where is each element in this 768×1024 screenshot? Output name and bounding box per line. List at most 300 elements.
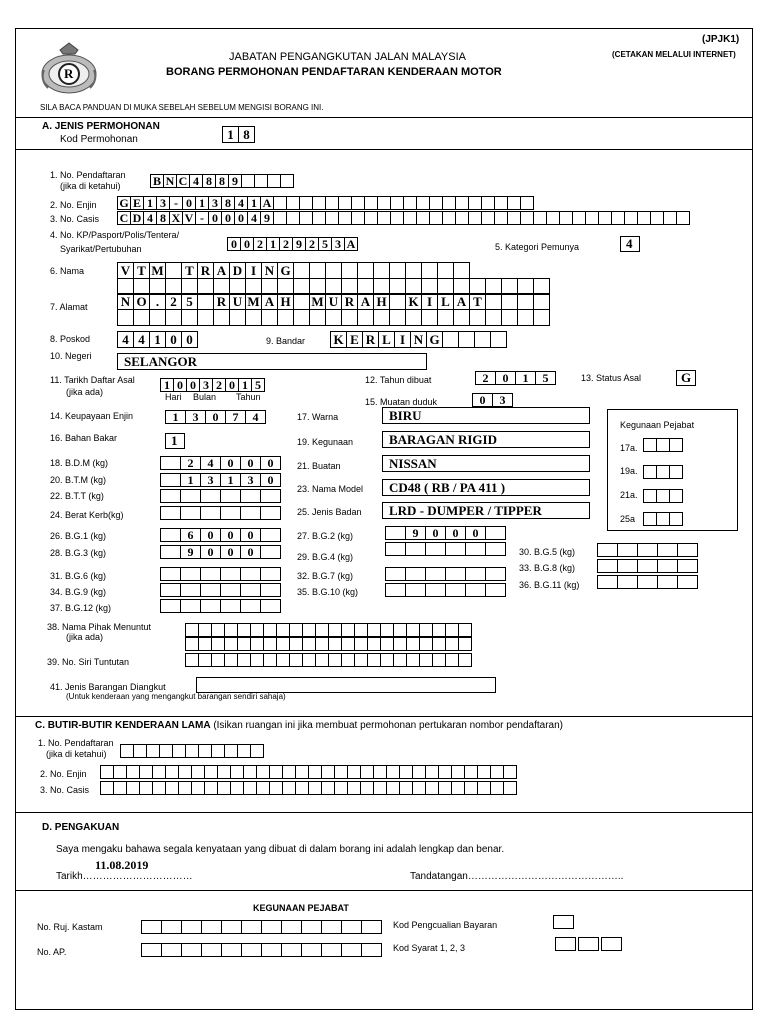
char-cell[interactable]: 0: [221, 211, 235, 225]
bg9-field[interactable]: [160, 583, 281, 597]
char-cell[interactable]: [445, 653, 459, 667]
char-cell[interactable]: [419, 637, 433, 651]
char-cell[interactable]: [315, 637, 329, 651]
char-cell[interactable]: [338, 196, 352, 210]
char-cell[interactable]: 0: [240, 528, 261, 542]
char-cell[interactable]: 3: [156, 196, 170, 210]
char-cell[interactable]: [334, 781, 348, 795]
char-cell[interactable]: [520, 196, 534, 210]
char-cell[interactable]: C: [117, 211, 131, 225]
char-cell[interactable]: [229, 309, 246, 326]
char-cell[interactable]: [276, 653, 290, 667]
c-no-pendaftaran-field[interactable]: [120, 744, 264, 758]
char-cell[interactable]: 5: [251, 378, 265, 392]
char-cell[interactable]: [178, 781, 192, 795]
char-cell[interactable]: [308, 765, 322, 779]
char-cell[interactable]: [245, 309, 262, 326]
char-cell[interactable]: [643, 512, 657, 526]
char-cell[interactable]: E: [346, 331, 363, 348]
char-cell[interactable]: [367, 653, 381, 667]
char-cell[interactable]: .: [149, 293, 166, 310]
char-cell[interactable]: C: [176, 174, 190, 188]
char-cell[interactable]: [451, 765, 465, 779]
char-cell[interactable]: [160, 599, 181, 613]
char-cell[interactable]: [425, 781, 439, 795]
char-cell[interactable]: [201, 943, 222, 957]
char-cell[interactable]: [385, 583, 406, 597]
char-cell[interactable]: 7: [225, 410, 246, 424]
char-cell[interactable]: [237, 637, 251, 651]
char-cell[interactable]: [146, 744, 160, 758]
char-cell[interactable]: M: [149, 262, 166, 279]
char-cell[interactable]: [458, 331, 475, 348]
char-cell[interactable]: B: [150, 174, 164, 188]
char-cell[interactable]: [160, 506, 181, 520]
char-cell[interactable]: [191, 781, 205, 795]
char-cell[interactable]: N: [410, 331, 427, 348]
char-cell[interactable]: [406, 623, 420, 637]
char-cell[interactable]: E: [130, 196, 144, 210]
char-cell[interactable]: [458, 623, 472, 637]
bg6-field[interactable]: [160, 567, 281, 581]
char-cell[interactable]: [325, 309, 342, 326]
char-cell[interactable]: 1: [195, 196, 209, 210]
char-cell[interactable]: [309, 309, 326, 326]
char-cell[interactable]: [139, 781, 153, 795]
char-cell[interactable]: [432, 623, 446, 637]
char-cell[interactable]: [328, 637, 342, 651]
char-cell[interactable]: D: [130, 211, 144, 225]
char-cell[interactable]: [159, 744, 173, 758]
char-cell[interactable]: G: [117, 196, 131, 210]
char-cell[interactable]: [204, 765, 218, 779]
char-cell[interactable]: [178, 765, 192, 779]
char-cell[interactable]: [385, 542, 406, 556]
char-cell[interactable]: M: [309, 293, 326, 310]
char-cell[interactable]: [445, 623, 459, 637]
char-cell[interactable]: [250, 623, 264, 637]
char-cell[interactable]: [676, 211, 690, 225]
c-no-enjin-field[interactable]: [100, 765, 517, 779]
char-cell[interactable]: [656, 438, 670, 452]
char-cell[interactable]: 0: [200, 545, 221, 559]
bg2-field[interactable]: [385, 526, 506, 540]
char-cell[interactable]: 1: [515, 371, 536, 385]
char-cell[interactable]: [200, 599, 221, 613]
char-cell[interactable]: 2: [475, 371, 496, 385]
char-cell[interactable]: [315, 653, 329, 667]
char-cell[interactable]: [160, 528, 181, 542]
char-cell[interactable]: 1: [247, 196, 261, 210]
char-cell[interactable]: [393, 623, 407, 637]
char-cell[interactable]: [485, 526, 506, 540]
char-cell[interactable]: [100, 781, 114, 795]
char-cell[interactable]: [477, 765, 491, 779]
side-19a-field[interactable]: [643, 465, 683, 479]
char-cell[interactable]: [425, 567, 446, 581]
char-cell[interactable]: 0: [260, 473, 281, 487]
char-cell[interactable]: [256, 781, 270, 795]
char-cell[interactable]: [572, 211, 586, 225]
char-cell[interactable]: K: [330, 331, 347, 348]
char-cell[interactable]: [328, 653, 342, 667]
char-cell[interactable]: [485, 309, 502, 326]
char-cell[interactable]: [321, 920, 342, 934]
char-cell[interactable]: [221, 943, 242, 957]
char-cell[interactable]: [663, 211, 677, 225]
char-cell[interactable]: N: [117, 293, 134, 310]
char-cell[interactable]: [494, 196, 508, 210]
char-cell[interactable]: L: [437, 293, 454, 310]
char-cell[interactable]: [185, 623, 199, 637]
char-cell[interactable]: [490, 331, 507, 348]
char-cell[interactable]: [373, 781, 387, 795]
char-cell[interactable]: [133, 309, 150, 326]
char-cell[interactable]: [386, 765, 400, 779]
char-cell[interactable]: [224, 744, 238, 758]
bg8-field[interactable]: [597, 559, 698, 573]
char-cell[interactable]: [501, 309, 518, 326]
char-cell[interactable]: [465, 583, 486, 597]
bg3-field[interactable]: [160, 545, 281, 559]
char-cell[interactable]: [485, 293, 502, 310]
muatan-field[interactable]: [472, 393, 513, 407]
char-cell[interactable]: [657, 575, 678, 589]
char-cell[interactable]: [141, 920, 162, 934]
char-cell[interactable]: [165, 309, 182, 326]
char-cell[interactable]: 4: [133, 331, 150, 348]
char-cell[interactable]: 1: [160, 378, 174, 392]
alamat-field-line2[interactable]: [117, 309, 550, 326]
char-cell[interactable]: [139, 765, 153, 779]
char-cell[interactable]: -: [195, 211, 209, 225]
char-cell[interactable]: [295, 765, 309, 779]
no-kp-field[interactable]: [227, 237, 358, 251]
char-cell[interactable]: A: [261, 293, 278, 310]
char-cell[interactable]: [421, 262, 438, 279]
char-cell[interactable]: 0: [186, 378, 200, 392]
char-cell[interactable]: 8: [202, 174, 216, 188]
char-cell[interactable]: D: [229, 262, 246, 279]
char-cell[interactable]: [347, 781, 361, 795]
char-cell[interactable]: [677, 575, 698, 589]
char-cell[interactable]: [181, 309, 198, 326]
char-cell[interactable]: [503, 781, 517, 795]
char-cell[interactable]: [312, 211, 326, 225]
char-cell[interactable]: [180, 583, 201, 597]
char-cell[interactable]: 0: [200, 528, 221, 542]
char-cell[interactable]: [416, 211, 430, 225]
char-cell[interactable]: [597, 575, 618, 589]
char-cell[interactable]: [200, 583, 221, 597]
char-cell[interactable]: [406, 653, 420, 667]
char-cell[interactable]: [220, 599, 241, 613]
char-cell[interactable]: [490, 765, 504, 779]
char-cell[interactable]: 0: [465, 526, 486, 540]
char-cell[interactable]: [453, 262, 470, 279]
char-cell[interactable]: H: [373, 293, 390, 310]
char-cell[interactable]: [464, 781, 478, 795]
char-cell[interactable]: [160, 489, 181, 503]
char-cell[interactable]: [289, 653, 303, 667]
char-cell[interactable]: 0: [240, 237, 254, 251]
char-cell[interactable]: [503, 765, 517, 779]
char-cell[interactable]: [295, 781, 309, 795]
char-cell[interactable]: [377, 211, 391, 225]
char-cell[interactable]: [152, 781, 166, 795]
char-cell[interactable]: [240, 506, 261, 520]
char-cell[interactable]: [458, 637, 472, 651]
char-cell[interactable]: 8: [238, 126, 255, 143]
char-cell[interactable]: [481, 211, 495, 225]
char-cell[interactable]: [597, 559, 618, 573]
char-cell[interactable]: [354, 653, 368, 667]
char-cell[interactable]: [260, 545, 281, 559]
bg12-field[interactable]: [160, 599, 281, 613]
char-cell[interactable]: [237, 744, 251, 758]
char-cell[interactable]: [419, 653, 433, 667]
char-cell[interactable]: [263, 623, 277, 637]
char-cell[interactable]: [585, 211, 599, 225]
char-cell[interactable]: [507, 196, 521, 210]
no-casis-field[interactable]: [117, 211, 690, 225]
char-cell[interactable]: [280, 174, 294, 188]
char-cell[interactable]: 0: [227, 237, 241, 251]
char-cell[interactable]: [347, 765, 361, 779]
keupayaan-field[interactable]: [165, 410, 266, 424]
char-cell[interactable]: [160, 456, 181, 470]
char-cell[interactable]: [455, 211, 469, 225]
char-cell[interactable]: U: [325, 293, 342, 310]
char-cell[interactable]: [637, 543, 658, 557]
char-cell[interactable]: [669, 438, 683, 452]
char-cell[interactable]: I: [394, 331, 411, 348]
c-no-casis-field[interactable]: [100, 781, 517, 795]
char-cell[interactable]: 0: [165, 331, 182, 348]
char-cell[interactable]: [416, 196, 430, 210]
char-cell[interactable]: 2: [253, 237, 267, 251]
char-cell[interactable]: [360, 781, 374, 795]
char-cell[interactable]: [240, 599, 261, 613]
char-cell[interactable]: [364, 196, 378, 210]
no-pendaftaran-field[interactable]: [150, 174, 294, 188]
char-cell[interactable]: [211, 637, 225, 651]
char-cell[interactable]: [113, 765, 127, 779]
char-cell[interactable]: [429, 196, 443, 210]
char-cell[interactable]: [597, 543, 618, 557]
char-cell[interactable]: [100, 765, 114, 779]
poskod-field[interactable]: [117, 331, 198, 348]
char-cell[interactable]: R: [341, 293, 358, 310]
negeri-field[interactable]: SELANGOR: [117, 353, 427, 370]
char-cell[interactable]: [656, 489, 670, 503]
char-cell[interactable]: R: [197, 262, 214, 279]
char-cell[interactable]: 0: [225, 378, 239, 392]
char-cell[interactable]: [373, 765, 387, 779]
char-cell[interactable]: [293, 262, 310, 279]
char-cell[interactable]: 2: [212, 378, 226, 392]
char-cell[interactable]: 0: [208, 211, 222, 225]
char-cell[interactable]: [302, 653, 316, 667]
char-cell[interactable]: [152, 765, 166, 779]
char-cell[interactable]: [405, 309, 422, 326]
char-cell[interactable]: 0: [472, 393, 493, 407]
char-cell[interactable]: [180, 567, 201, 581]
char-cell[interactable]: [357, 309, 374, 326]
char-cell[interactable]: 0: [240, 456, 261, 470]
bg7-field[interactable]: [385, 567, 506, 581]
char-cell[interactable]: [399, 781, 413, 795]
char-cell[interactable]: 4: [234, 196, 248, 210]
char-cell[interactable]: [204, 781, 218, 795]
char-cell[interactable]: [517, 293, 534, 310]
char-cell[interactable]: G: [277, 262, 294, 279]
char-cell[interactable]: [200, 567, 221, 581]
char-cell[interactable]: 0: [220, 528, 241, 542]
char-cell[interactable]: [254, 174, 268, 188]
char-cell[interactable]: [293, 309, 310, 326]
char-cell[interactable]: [161, 920, 182, 934]
char-cell[interactable]: [656, 512, 670, 526]
char-cell[interactable]: R: [213, 293, 230, 310]
char-cell[interactable]: [624, 211, 638, 225]
char-cell[interactable]: [341, 637, 355, 651]
char-cell[interactable]: [669, 465, 683, 479]
char-cell[interactable]: [200, 489, 221, 503]
bg5-field[interactable]: [597, 543, 698, 557]
char-cell[interactable]: [437, 309, 454, 326]
char-cell[interactable]: [197, 293, 214, 310]
char-cell[interactable]: [354, 637, 368, 651]
char-cell[interactable]: [657, 543, 678, 557]
char-cell[interactable]: [286, 211, 300, 225]
char-cell[interactable]: [617, 543, 638, 557]
char-cell[interactable]: [405, 262, 422, 279]
char-cell[interactable]: [677, 543, 698, 557]
char-cell[interactable]: [637, 575, 658, 589]
char-cell[interactable]: [432, 653, 446, 667]
char-cell[interactable]: 1: [222, 126, 239, 143]
char-cell[interactable]: [243, 765, 257, 779]
char-cell[interactable]: [165, 781, 179, 795]
char-cell[interactable]: 1: [238, 378, 252, 392]
char-cell[interactable]: [367, 637, 381, 651]
char-cell[interactable]: [445, 637, 459, 651]
jenis-badan-field[interactable]: LRD - DUMPER / TIPPER: [382, 502, 590, 519]
alamat-field[interactable]: [117, 293, 550, 310]
char-cell[interactable]: 4: [143, 211, 157, 225]
char-cell[interactable]: [617, 575, 638, 589]
char-cell[interactable]: [367, 623, 381, 637]
char-cell[interactable]: [559, 211, 573, 225]
char-cell[interactable]: [198, 653, 212, 667]
char-cell[interactable]: [277, 309, 294, 326]
char-cell[interactable]: [149, 309, 166, 326]
char-cell[interactable]: [241, 174, 255, 188]
char-cell[interactable]: [198, 637, 212, 651]
char-cell[interactable]: [181, 943, 202, 957]
char-cell[interactable]: U: [229, 293, 246, 310]
char-cell[interactable]: [276, 637, 290, 651]
char-cell[interactable]: [412, 765, 426, 779]
char-cell[interactable]: [185, 744, 199, 758]
char-cell[interactable]: [429, 211, 443, 225]
char-cell[interactable]: 1: [180, 473, 201, 487]
char-cell[interactable]: [160, 583, 181, 597]
char-cell[interactable]: [468, 196, 482, 210]
char-cell[interactable]: [241, 920, 262, 934]
char-cell[interactable]: [220, 506, 241, 520]
char-cell[interactable]: [321, 781, 335, 795]
char-cell[interactable]: [237, 623, 251, 637]
char-cell[interactable]: [469, 309, 486, 326]
char-cell[interactable]: T: [133, 262, 150, 279]
char-cell[interactable]: [405, 542, 426, 556]
char-cell[interactable]: [412, 781, 426, 795]
bg4-field[interactable]: [385, 542, 506, 556]
char-cell[interactable]: [308, 781, 322, 795]
nama-field[interactable]: [117, 262, 470, 279]
char-cell[interactable]: [261, 309, 278, 326]
char-cell[interactable]: [425, 765, 439, 779]
char-cell[interactable]: 0: [205, 410, 226, 424]
char-cell[interactable]: [289, 623, 303, 637]
char-cell[interactable]: [282, 781, 296, 795]
char-cell[interactable]: A: [357, 293, 374, 310]
char-cell[interactable]: [180, 506, 201, 520]
char-cell[interactable]: 4: [189, 174, 203, 188]
char-cell[interactable]: [650, 211, 664, 225]
char-cell[interactable]: 3: [492, 393, 513, 407]
char-cell[interactable]: [360, 765, 374, 779]
char-cell[interactable]: [240, 489, 261, 503]
char-cell[interactable]: [273, 196, 287, 210]
char-cell[interactable]: [161, 943, 182, 957]
char-cell[interactable]: 0: [220, 545, 241, 559]
char-cell[interactable]: A: [260, 196, 274, 210]
char-cell[interactable]: 5: [181, 293, 198, 310]
char-cell[interactable]: [301, 943, 322, 957]
nama-model-field[interactable]: CD48 ( RB / PA 411 ): [382, 479, 590, 496]
char-cell[interactable]: [494, 211, 508, 225]
char-cell[interactable]: [221, 920, 242, 934]
char-cell[interactable]: M: [245, 293, 262, 310]
char-cell[interactable]: [432, 637, 446, 651]
side-17a-field[interactable]: [643, 438, 683, 452]
char-cell[interactable]: 4: [247, 211, 261, 225]
char-cell[interactable]: [309, 262, 326, 279]
char-cell[interactable]: [341, 943, 362, 957]
char-cell[interactable]: [507, 211, 521, 225]
char-cell[interactable]: [240, 567, 261, 581]
char-cell[interactable]: 3: [199, 378, 213, 392]
char-cell[interactable]: I: [245, 262, 262, 279]
char-cell[interactable]: [477, 781, 491, 795]
char-cell[interactable]: [211, 744, 225, 758]
bg1-field[interactable]: [160, 528, 281, 542]
char-cell[interactable]: [351, 196, 365, 210]
bandar-field[interactable]: [330, 331, 507, 348]
char-cell[interactable]: [403, 196, 417, 210]
char-cell[interactable]: 8: [156, 211, 170, 225]
char-cell[interactable]: 1: [143, 196, 157, 210]
char-cell[interactable]: [389, 262, 406, 279]
char-cell[interactable]: [377, 196, 391, 210]
char-cell[interactable]: [465, 542, 486, 556]
char-cell[interactable]: [405, 583, 426, 597]
char-cell[interactable]: [601, 937, 622, 951]
char-cell[interactable]: [321, 943, 342, 957]
